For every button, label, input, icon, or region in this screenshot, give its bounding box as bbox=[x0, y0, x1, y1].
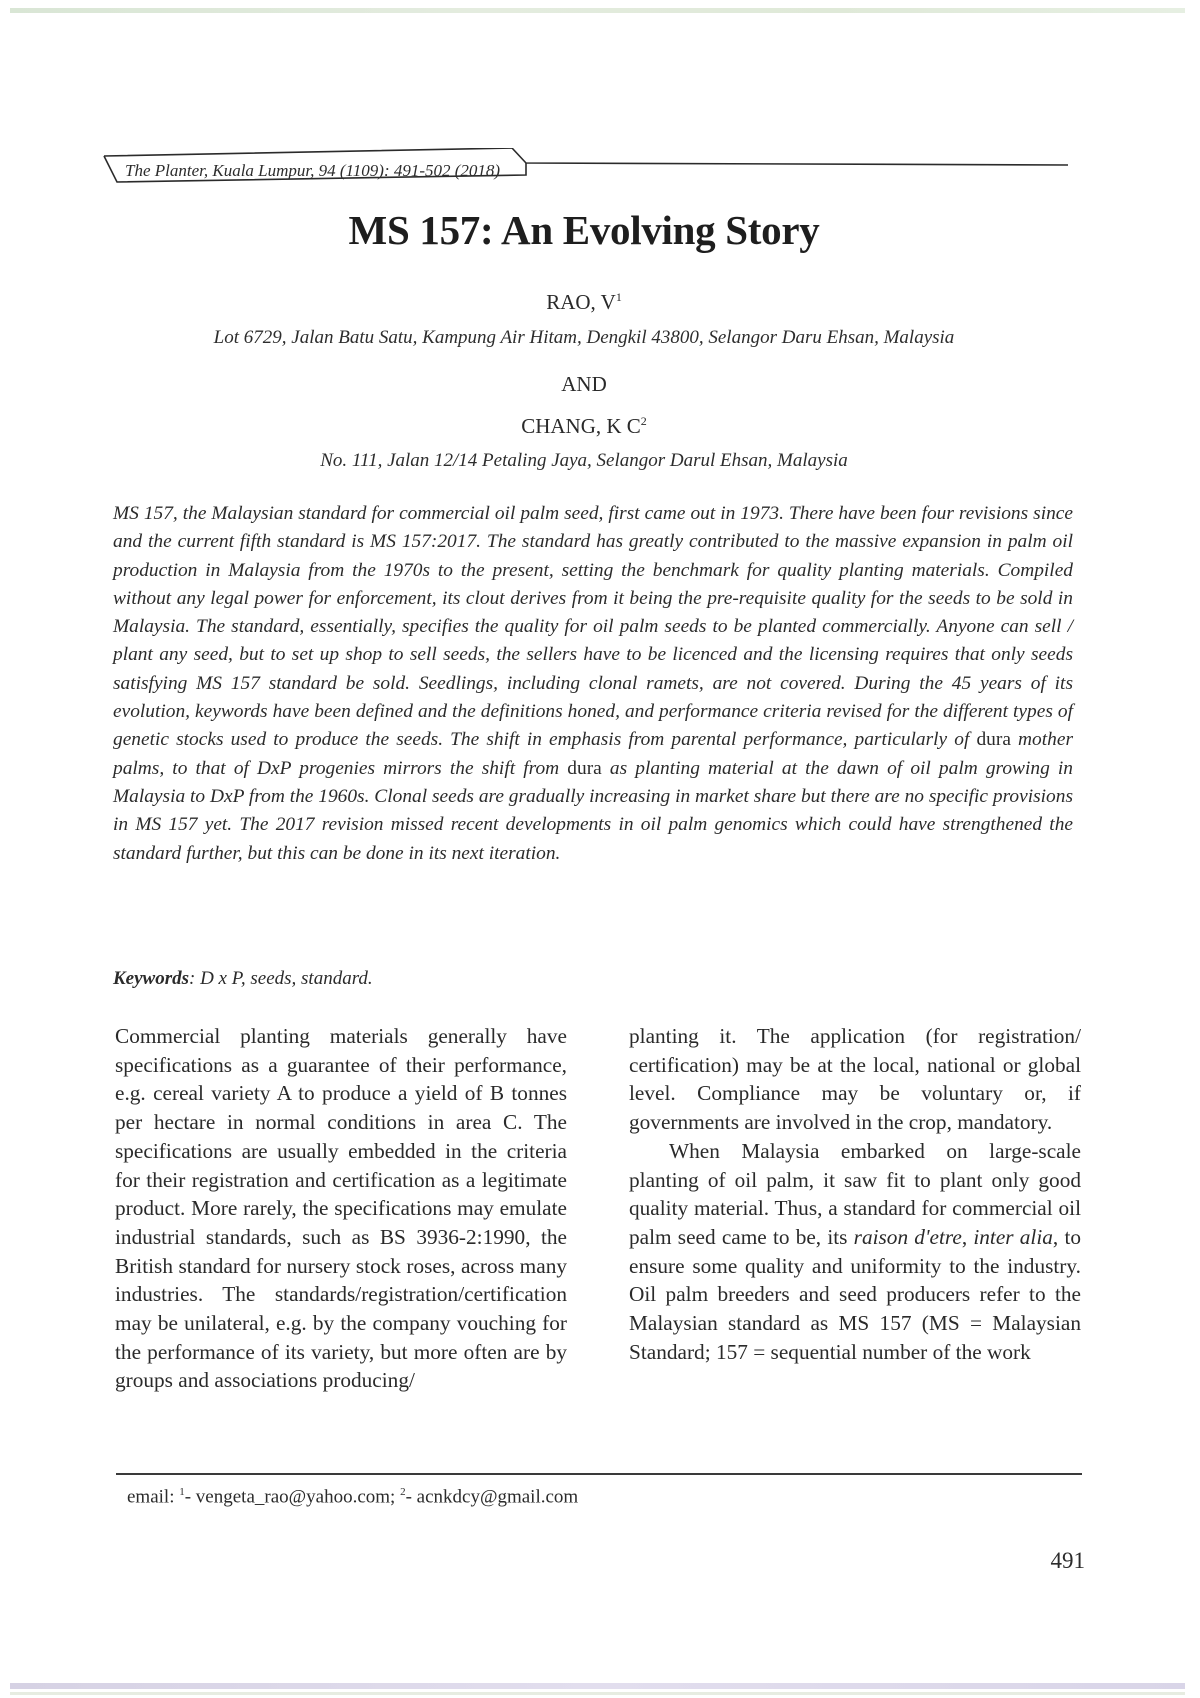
abstract-dura-1: dura bbox=[976, 729, 1011, 751]
abstract-text-2: mother palms, to that of DxP progenies mirrors the shift from bbox=[113, 729, 1073, 779]
and-separator: AND bbox=[561, 372, 607, 396]
abstract bbox=[113, 500, 1073, 868]
email-sup-1: 1 bbox=[179, 1486, 185, 1498]
body-paragraph-3-a: When Malaysia embarked on large-scale planting of oil palm, it saw fit to plant only good quality material. Thus, a standard for commercial oil palm seed came to be, its bbox=[629, 1138, 1081, 1249]
body-paragraph-2: planting it. The application (for registration/ certification) may be at the local, national or global level. Compliance may be voluntary or, if governments are involved in the crop, mandatory. bbox=[629, 1024, 1081, 1135]
author-2-affiliation: No. 111, Jalan 12/14 Petaling Jaya, Selangor Darul Ehsan, Malaysia bbox=[320, 450, 848, 471]
abstract-text-1: MS 157, the Malaysian standard for commercial oil palm seed, first came out in 1973. There have been four revisions since and the current fifth standard is MS 157:2017. The standard has greatly contributed to the massive expansion in palm oil production in Malaysia from the 1970s to the present, setting the benchmark for quality planting materials. Compiled without any legal power for enforcement, its clout derives from it being the pre-requisite quality for the seeds to be sold in Malaysia. The standard, essentially, specifies the quality for oil palm seeds to be planted commercially. Anyone can sell / plant any seed, but to set up shop to sell seeds, the sellers have to be licenced and the licensing requires that only seeds satisfying MS 157 standard be sold. Seedlings, including clonal ramets, are not covered. During the 45 years of its evolution, keywords have been defined and the definitions honed, and performance criteria revised for the different types of genetic stocks used to produce the seeds. The shift in emphasis from parental performance, particularly of bbox=[113, 503, 1073, 751]
footnote-rule bbox=[116, 1473, 1082, 1475]
author-2-name: CHANG, K C bbox=[521, 414, 641, 438]
keywords-text: : D x P, seeds, standard. bbox=[189, 968, 373, 989]
body-column-right bbox=[629, 1022, 1081, 1366]
body-term-raison-detre: raison d'etre bbox=[853, 1224, 962, 1249]
author-1 bbox=[0, 290, 1168, 315]
page-edge-top bbox=[10, 8, 1185, 13]
author-2 bbox=[0, 414, 1168, 439]
email-label: email: bbox=[127, 1486, 180, 1508]
email-sup-2: 2 bbox=[400, 1486, 406, 1498]
page-edge-bottom-2 bbox=[10, 1692, 1185, 1695]
email-1: - vengeta_rao@yahoo.com; bbox=[184, 1486, 401, 1508]
body-paragraph-1: Commercial planting materials generally have specifications as a guarantee of their performance, e.g. cereal variety A to produce a yield of B tonnes per hectare in normal conditions in area C. The specifications are usually embedded in the criteria for their registration and certification as a legitimate product. More rarely, the specifications may emulate industrial standards, such as BS 3936-2:1990, the British standard for nursery stock roses, across many industries. The standards/registration/certification may be unilateral, e.g. by the company vouching for the performance of its variety, but more often are by groups and associations producing/ bbox=[115, 1024, 567, 1393]
author-1-name: RAO, V bbox=[546, 290, 616, 314]
author-1-sup: 1 bbox=[615, 290, 622, 304]
keywords bbox=[113, 968, 713, 990]
body-column-left bbox=[115, 1022, 567, 1395]
author-1-affiliation: Lot 6729, Jalan Batu Satu, Kampung Air Hitam, Dengkil 43800, Selangor Daru Ehsan, Malaysia bbox=[213, 327, 955, 348]
body-paragraph-3 bbox=[629, 1137, 1081, 1367]
body-paragraph-3-c: , to ensure some quality and uniformity to the industry. Oil palm breeders and seed producers refer to the Malaysian standard as MS 157 (MS = Malaysian Standard; 157 = sequential number of the work bbox=[629, 1224, 1082, 1364]
email-2: - acnkdcy@gmail.com bbox=[405, 1486, 579, 1508]
abstract-dura-2: dura bbox=[567, 757, 602, 779]
journal-citation-banner bbox=[100, 148, 1070, 200]
paper-title: MS 157: An Evolving Story bbox=[348, 207, 820, 253]
author-2-sup: 2 bbox=[640, 414, 647, 428]
page-number: 491 bbox=[1050, 1548, 1085, 1573]
body-term-inter-alia: inter alia bbox=[973, 1224, 1053, 1249]
journal-citation: The Planter, Kuala Lumpur, 94 (1109): 491-502 (2018) bbox=[125, 161, 501, 180]
keywords-label: Keywords bbox=[113, 968, 189, 989]
author-emails bbox=[127, 1486, 1027, 1508]
body-paragraph-3-b: , bbox=[961, 1224, 974, 1249]
page-edge-bottom bbox=[10, 1683, 1185, 1689]
abstract-text-3: as planting material at the dawn of oil palm growing in Malaysia to DxP from the 1960s. Clonal seeds are gradually increasing in market share but there are no specific provisions in MS 157 yet. The 2017 revision missed recent developments in oil palm genomics which could have strengthened the standard further, but this can be done in its next iteration. bbox=[113, 757, 1073, 864]
